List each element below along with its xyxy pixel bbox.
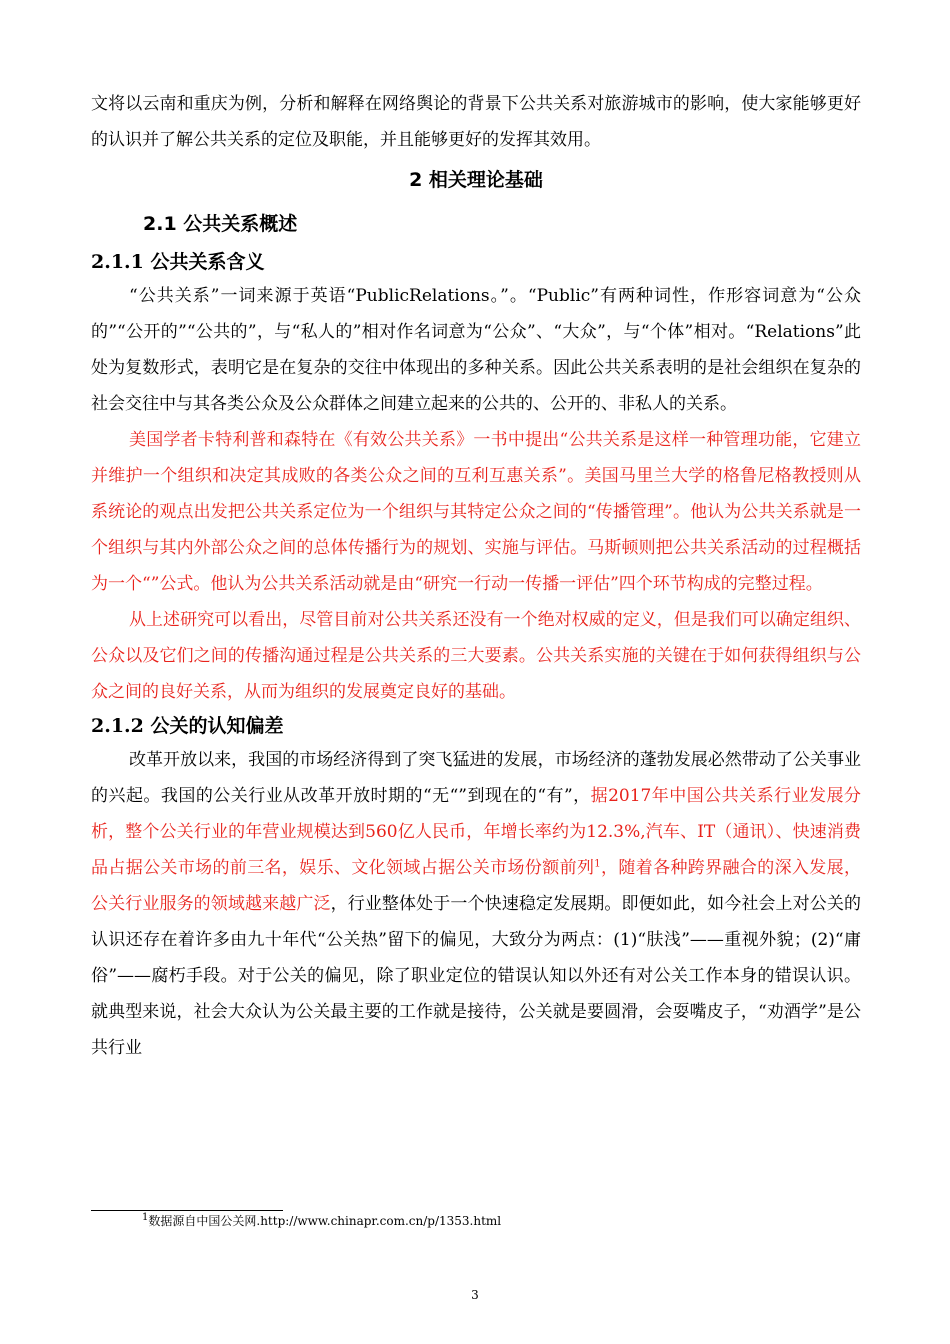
section-2-1-2-heading: 2.1.2 公关的认知偏差 bbox=[91, 715, 284, 737]
page-body bbox=[91, 86, 861, 1066]
intro-continuation-paragraph: 文将以云南和重庆为例，分析和解释在网络舆论的背景下公共关系对旅游城市的影响，使大家能够更好的认识并了解公共关系的定位及职能，并且能够更好的发挥其效用。 bbox=[91, 94, 861, 150]
footnote bbox=[142, 1213, 501, 1229]
footnote-mark: 1 bbox=[142, 1212, 149, 1223]
footnote-separator bbox=[91, 1210, 283, 1211]
industry-expansion-text: ，随着各种跨界融合的深入发展，公关行业服务的领域越来越广泛 bbox=[91, 858, 861, 914]
pr-bias-paragraph bbox=[91, 742, 861, 1066]
bias-text-part-2: ，行业整体处于一个快速稳定发展期。即便如此，如今社会上对公关的认识还存在着许多由九十年代“公关热”留下的偏见，大致分为两点：(1)“肤浅”——重视外貌；(2)“庸俗”——腐朽手段。对于公关的偏见，除了职业定位的错误认知以外还有对公关工作本身的错误认识。就典型来说，社会大众认为公关最主要的工作就是接待，公关就是要圆滑，会耍嘴皮子，“劝酒学”是公共行业 bbox=[91, 894, 862, 1058]
industry-stats-text: 据2017年中国公共关系行业发展分析，整个公关行业的年营业规模达到560亿人民币，年增长率约为12.3%,汽车、IT（通讯）、快速消费品占据公关市场的前三名，娱乐、文化领域占据公关市场份额前列 bbox=[91, 786, 861, 878]
footnote-reference[interactable]: 1 bbox=[594, 858, 601, 870]
footnote-text: 数据源自中国公关网.http://www.chinapr.com.cn/p/1353.html bbox=[148, 1214, 502, 1228]
section-2-1-heading: 2.1 公共关系概述 bbox=[143, 213, 298, 235]
page-number: 3 bbox=[471, 1288, 479, 1302]
section-2-heading: 2 相关理论基础 bbox=[409, 169, 543, 191]
pr-definition-paragraph: “公共关系”一词来源于英语“PublicRelations。”。“Public”有两种词性，作形容词意为“公众的”“公开的”“公共的”，与“私人的”相对作名词意为“公众”、“大众”，与“个体”相对。“Relations”此处为复数形式，表明它是在复杂的交往中体现出的多种关系。因此公共关系表明的是社会组织在复杂的社会交往中与其各类公众及公众群体之间建立起来的公共的、公开的、非私人的关系。 bbox=[91, 286, 861, 414]
bias-text-part-1: 改革开放以来，我国的市场经济得到了突飞猛进的发展，市场经济的蓬勃发展必然带动了公关事业的兴起。我国的公关行业从改革开放时期的“无“”到现在的“有”， bbox=[91, 750, 861, 806]
section-2-1-1-heading: 2.1.1 公共关系含义 bbox=[91, 251, 265, 273]
pr-elements-paragraph: 从上述研究可以看出，尽管目前对公共关系还没有一个绝对权威的定义，但是我们可以确定组织、公众以及它们之间的传播沟通过程是公共关系的三大要素。公共关系实施的关键在于如何获得组织与公众之间的良好关系，从而为组织的发展奠定良好的基础。 bbox=[91, 610, 861, 702]
pr-scholars-paragraph: 美国学者卡特利普和森特在《有效公共关系》一书中提出“公共关系是这样一种管理功能，它建立并维护一个组织和决定其成败的各类公众之间的互利互惠关系”。美国马里兰大学的格鲁尼格教授则从系统论的观点出发把公共关系定位为一个组织与其特定公众之间的“传播管理”。他认为公共关系就是一个组织与其内外部公众之间的总体传播行为的规划、实施与评估。马斯顿则把公共关系活动的过程概括为一个“”公式。他认为公共关系活动就是由“研究一行动一传播一评估”四个环节构成的完整过程。 bbox=[91, 430, 861, 594]
